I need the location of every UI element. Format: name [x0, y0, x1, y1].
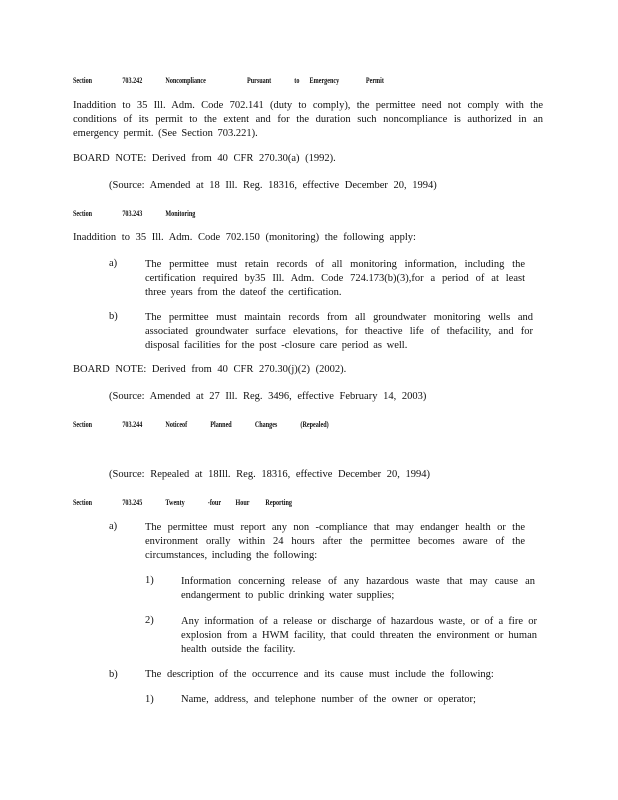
list-item-text: The permittee must retain records of all monitoring information, including the certification required by35 Ill. Adm. Code 724.173(b)(3),for a period of at least three years from the dateof the certification. [145, 259, 525, 298]
section-number: 703.243 [122, 208, 143, 218]
heading-word: Noncompliance [165, 75, 206, 85]
sublist-item-text: Any information of a release or discharge of hazardous waste, or of a fire or explosion from a HWM facility, that could threaten the environment or human health outside the facility. [181, 616, 537, 655]
section-703-243-intro: Inaddition to 35 Ill. Adm. Code 702.150 (monitoring) the following apply: [73, 232, 416, 243]
heading-word: Planned [210, 419, 232, 429]
sublist-item-text: Information concerning release of any hazardous waste that may cause an endangerment to public drinking water supplies; [181, 576, 535, 601]
list-marker: a) [109, 258, 118, 269]
heading-word: Permit [365, 75, 384, 85]
list-item-text: The description of the occurrence and its cause must include the following: [145, 669, 494, 680]
sublist-item-text: Name, address, and telephone number of the owner or operator; [181, 694, 476, 705]
section-703-242-heading [73, 75, 384, 85]
sublist-marker: 2) [145, 615, 154, 626]
heading-word: Monitoring [165, 208, 196, 218]
sublist-marker: 1) [145, 694, 154, 705]
list-marker: b) [109, 669, 118, 680]
heading-word: Twenty [165, 497, 185, 507]
heading-word: Reporting [265, 497, 292, 507]
board-note: BOARD NOTE: Derived from 40 CFR 270.30(a) (1992). [73, 153, 336, 164]
heading-word: Hour [235, 497, 250, 507]
section-label: Section [73, 208, 93, 218]
section-label: Section [73, 419, 93, 429]
list-item-text: The permittee must report any non -compliance that may endanger health or the environment orally within 24 hours after the permittee becomes aware of the circumstances, including the following: [145, 522, 525, 561]
source-note: (Source: Amended at 27 Ill. Reg. 3496, effective February 14, 2003) [109, 391, 427, 402]
heading-word: Emergency [309, 75, 340, 85]
heading-word: Changes [254, 419, 278, 429]
section-703-245-heading [73, 497, 292, 507]
section-number: 703.245 [122, 497, 143, 507]
source-note: (Source: Repealed at 18Ill. Reg. 18316, effective December 20, 1994) [109, 469, 430, 480]
heading-word: Noticeof [165, 419, 188, 429]
section-label: Section [73, 497, 93, 507]
list-marker: a) [109, 521, 118, 532]
heading-word: -four [207, 497, 222, 507]
heading-word: to [294, 75, 300, 85]
board-note: BOARD NOTE: Derived from 40 CFR 270.30(j)(2) (2002). [73, 364, 347, 375]
list-item-text: The permittee must maintain records from all groundwater monitoring wells and associated groundwater surface elevations, for theactive life of thefacility, and for disposal facilities for the post -closure care period as well. [145, 312, 533, 351]
section-703-244-heading [73, 419, 329, 429]
section-number: 703.244 [122, 419, 143, 429]
sublist-marker: 1) [145, 575, 154, 586]
heading-word: Pursuant [246, 75, 272, 85]
heading-word: (Repealed) [300, 419, 329, 429]
section-703-243-heading [73, 208, 195, 218]
section-number: 703.242 [122, 75, 143, 85]
section-label: Section [73, 75, 93, 85]
source-note: (Source: Amended at 18 Ill. Reg. 18316, effective December 20, 1994) [109, 180, 437, 191]
list-marker: b) [109, 311, 118, 322]
section-703-242-body: Inaddition to 35 Ill. Adm. Code 702.141 (duty to comply), the permittee need not comply with the conditions of its permit to the extent and for the duration such noncompliance is authorized in an emergency permit. (See Section 703.221). [73, 100, 543, 139]
